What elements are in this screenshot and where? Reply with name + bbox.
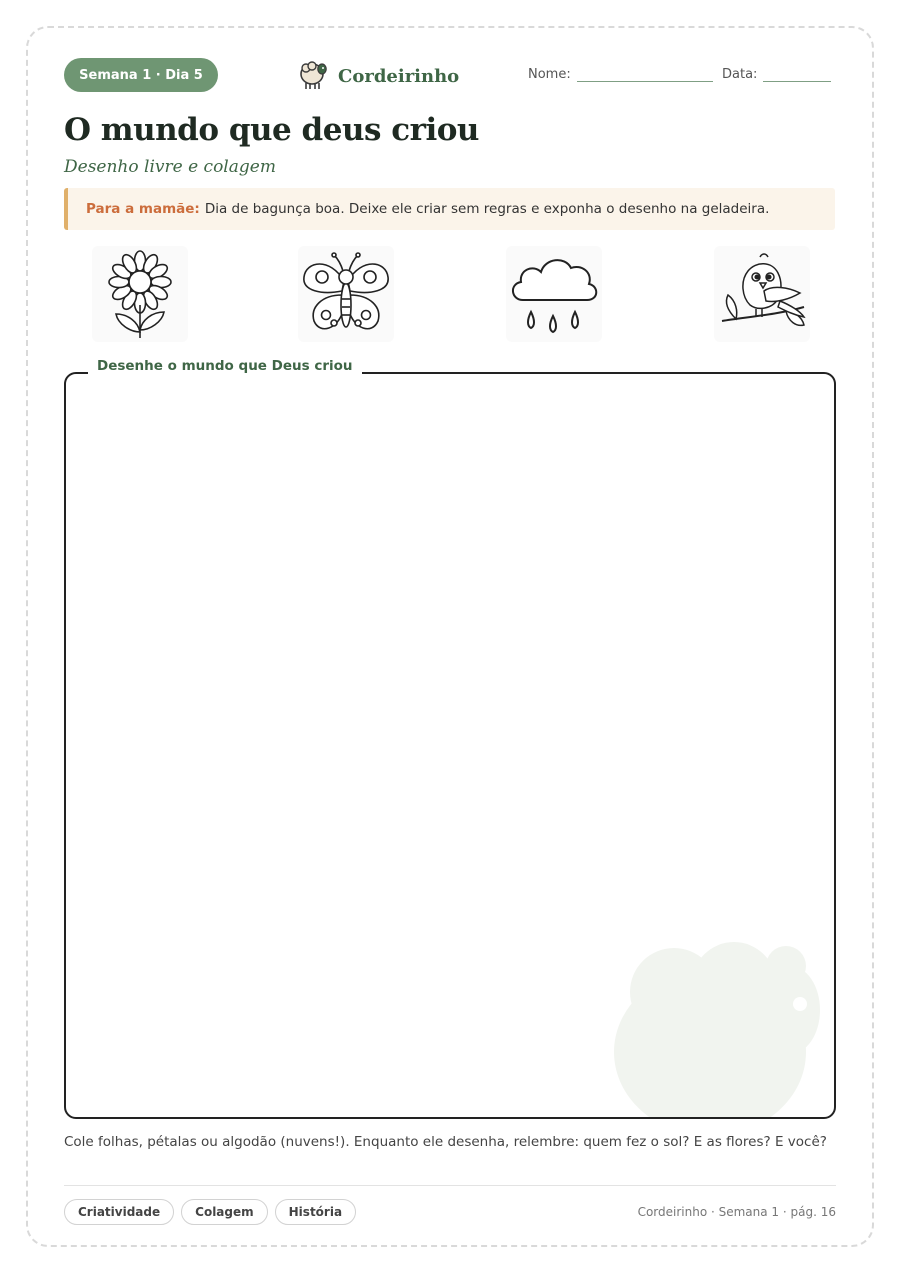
name-field[interactable] [528,64,713,82]
drawing-area[interactable] [64,372,836,1119]
page-info: Cordeirinho · Semana 1 · pág. 16 [637,1205,836,1219]
page-subtitle: Desenho livre e colagem [64,157,276,177]
tag-creativity: Criatividade [64,1199,174,1225]
bird-on-branch-icon [714,246,810,342]
tip-label: Para a mamãe: [86,201,200,217]
footer-divider [64,1185,836,1186]
tag-list [64,1199,356,1225]
lamb-watermark-icon [614,940,834,1119]
date-line[interactable] [763,64,831,82]
brand-name: Cordeirinho [338,65,460,87]
tag-story: História [275,1199,356,1225]
tag-collage: Colagem [181,1199,268,1225]
drawing-area-legend: Desenhe o mundo que Deus criou [88,358,362,374]
page-title: O mundo que deus criou [64,112,479,148]
rain-cloud-icon [506,246,602,342]
tip-box [64,188,835,230]
name-line[interactable] [577,64,713,82]
week-day-badge: Semana 1 · Dia 5 [64,58,218,92]
date-field[interactable] [722,64,831,82]
brand [298,58,459,94]
illustrations-row [0,246,900,346]
lamb-logo-icon [298,58,328,94]
date-label: Data: [722,67,758,82]
tip-text: Dia de bagunça boa. Deixe ele criar sem regras e exponha o desenho na geladeira. [204,201,770,217]
activity-instructions: Cole folhas, pétalas ou algodão (nuvens!). Enquanto ele desenha, relembre: quem fez o sol? E as flores? E você? [64,1134,827,1150]
flower-icon [92,246,188,342]
name-label: Nome: [528,67,571,82]
butterfly-icon [298,246,394,342]
